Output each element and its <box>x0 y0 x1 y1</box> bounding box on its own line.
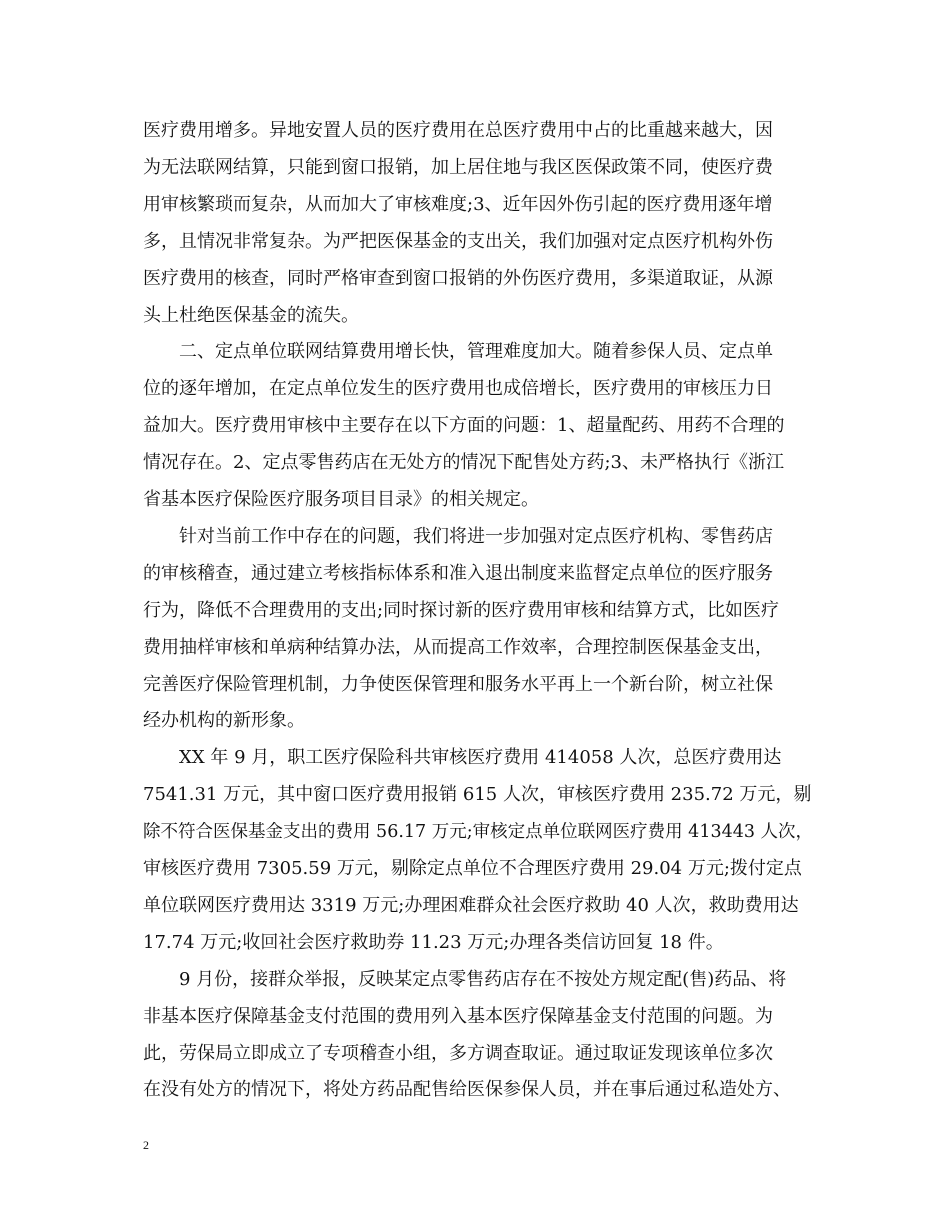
text-line: 在没有处方的情况下，将处方药品配售给医保参保人员，并在事后通过私造处方、 <box>143 1079 791 1101</box>
text-line: 7541.31 万元，其中窗口医疗费用报销 615 人次，审核医疗费用 235.72 万元，剔 <box>143 784 812 806</box>
page-number: 2 <box>143 1138 149 1152</box>
text-line: 审核医疗费用 7305.59 万元，剔除定点单位不合理医疗费用 29.04 万元;拨付定点 <box>143 858 802 879</box>
text-line: 针对当前工作中存在的问题，我们将进一步加强对定点医疗机构、零售药店 <box>143 525 773 547</box>
text-line: 费用抽样审核和单病种结算办法，从而提高工作效率，合理控制医保基金支出， <box>143 636 773 658</box>
text-line: 多，且情况非常复杂。为严把医保基金的支出关，我们加强对定点医疗机构外伤 <box>143 230 773 252</box>
text-line: 用审核繁琐而复杂，从而加大了审核难度;3、近年因外伤引起的医疗费用逐年增 <box>143 193 773 215</box>
text-line: 省基本医疗保险医疗服务项目目录》的相关规定。 <box>143 489 539 510</box>
text-line: XX 年 9 月，职工医疗保险科共审核医疗费用 414058 人次，总医疗费用达 <box>143 747 782 769</box>
text-line: 此，劳保局立即成立了专项稽查小组，多方调查取证。通过取证发现该单位多次 <box>143 1042 773 1064</box>
text-line: 17.74 万元;收回社会医疗救助券 11.23 万元;办理各类信访回复 18 件。 <box>143 931 724 953</box>
text-line: 情况存在。2、定点零售药店在无处方的情况下配售处方药;3、未严格执行《浙江 <box>143 452 784 474</box>
text-line: 的审核稽查，通过建立考核指标体系和准入退出制度来监督定点单位的医疗服务 <box>143 562 773 584</box>
text-line: 二、定点单位联网结算费用增长快，管理难度加大。随着参保人员、定点单 <box>143 341 773 363</box>
text-line: 经办机构的新形象。 <box>143 710 305 732</box>
text-line: 位的逐年增加，在定点单位发生的医疗费用也成倍增长，医疗费用的审核压力日 <box>143 378 773 400</box>
text-line: 单位联网医疗费用达 3319 万元;办理困难群众社会医疗救助 40 人次，救助费用达 <box>143 894 799 916</box>
text-line: 完善医疗保险管理机制，力争使医保管理和服务水平再上一个新台阶，树立社保 <box>143 673 773 695</box>
text-line: 9 月份，接群众举报，反映某定点零售药店存在不按处方规定配(售)药品、将 <box>143 968 787 990</box>
text-line: 除不符合医保基金支出的费用 56.17 万元;审核定点单位联网医疗费用 413443 人次， <box>143 822 814 843</box>
text-line: 为无法联网结算，只能到窗口报销，加上居住地与我区医保政策不同，使医疗费 <box>143 156 773 178</box>
text-line: 益加大。医疗费用审核中主要存在以下方面的问题：1、超量配药、用药不合理的 <box>143 415 785 437</box>
text-line: 行为，降低不合理费用的支出;同时探讨新的医疗费用审核和结算方式，比如医疗 <box>143 599 780 621</box>
text-line: 医疗费用增多。异地安置人员的医疗费用在总医疗费用中占的比重越来越大，因 <box>143 120 773 141</box>
text-line: 非基本医疗保障基金支付范围的费用列入基本医疗保障基金支付范围的问题。为 <box>143 1005 773 1027</box>
text-line: 医疗费用的核查，同时严格审查到窗口报销的外伤医疗费用，多渠道取证，从源 <box>143 267 773 289</box>
text-line: 头上杜绝医保基金的流失。 <box>143 304 359 326</box>
